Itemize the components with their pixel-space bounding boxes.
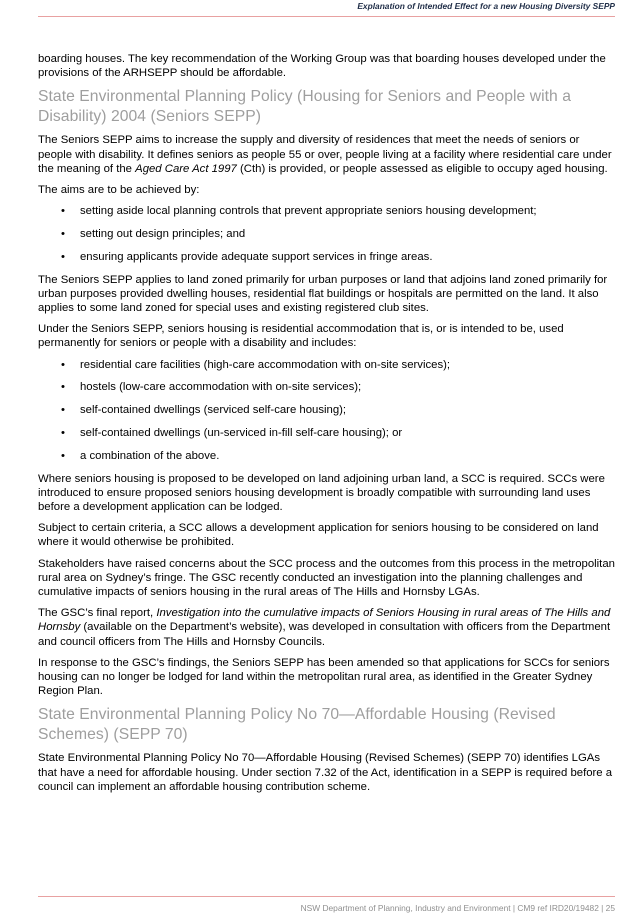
includes-list <box>38 358 616 463</box>
gsc-report-paragraph: The GSC’s final report, Investigation into the cumulative impacts of Seniors Housing in rural areas of The Hills and Hornsby (available on the Department’s website), was developed in consultation with officers from the Department and council officers from The Hills and Hornsby Councils. <box>38 607 611 648</box>
list-item: • residential care facilities (high-care accommodation with on-site services); <box>38 358 616 372</box>
list-item: • ensuring applicants provide adequate support services in fringe areas. <box>38 250 616 264</box>
criteria-paragraph: Subject to certain criteria, a SCC allows a development application for seniors housing to be considered on land where it would otherwise be prohibited. <box>38 522 599 549</box>
aims-achieved-paragraph: The aims are to be achieved by: <box>38 184 200 197</box>
page-footer <box>38 896 615 921</box>
list-item: • a combination of the above. <box>38 449 616 463</box>
page-header <box>38 0 615 17</box>
aims-paragraph: The Seniors SEPP aims to increase the supply and diversity of residences that meet the needs of seniors or people with disability. It defines seniors as people 55 or over, people living at a facility where residential care under the meaning of the Aged Care Act 1997 (Cth) is provided, or people assessed as eligible to occupy aged housing. <box>38 134 612 175</box>
list-item: • self-contained dwellings (serviced self-care housing); <box>38 403 616 417</box>
seniors-sepp-heading: State Environmental Planning Policy (Housing for Seniors and People with a Disability) 2004 (Seniors SEPP) <box>38 88 572 125</box>
aged-care-act-title: Aged Care Act 1997 <box>135 162 237 175</box>
list-item: • self-contained dwellings (un-serviced in-fill self-care housing); or <box>38 426 616 440</box>
intro-paragraph: boarding houses. The key recommendation of the Working Group was that boarding houses developed under the provisions of the ARHSEPP should be affordable. <box>38 53 606 80</box>
sepp70-heading: State Environmental Planning Policy No 70—Affordable Housing (Revised Schemes) (SEPP 70) <box>38 706 556 743</box>
document-body <box>38 52 616 801</box>
sepp70-paragraph: State Environmental Planning Policy No 70—Affordable Housing (Revised Schemes) (SEPP 70) identifies LGAs that have a need for affordable housing. Under section 7.32 of the Act, identification in a SEPP is required before a council can implement an affordable housing contribution scheme. <box>38 752 613 793</box>
list-item: • setting out design principles; and <box>38 227 616 241</box>
applies-paragraph: The Seniors SEPP applies to land zoned primarily for urban purposes or land that adjoins land zoned primarily for urban purposes provided dwelling houses, residential flat buildings or hospitals are permitted on the land. It also applies to some land zoned for special uses and existing registered club sites. <box>38 273 608 315</box>
aims-list <box>38 204 616 264</box>
response-paragraph: In response to the GSC’s findings, the Seniors SEPP has been amended so that applications for SCCs for seniors housing can no longer be lodged for land within the metropolitan rural area, as identified in the Greater Sydney Region Plan. <box>38 656 610 698</box>
list-item: • setting aside local planning controls that prevent appropriate seniors housing development; <box>38 204 616 218</box>
seniors-housing-definition-paragraph: Under the Seniors SEPP, seniors housing is residential accommodation that is, or is intended to be, used permanently for seniors or people with a disability and includes: <box>38 323 564 350</box>
stakeholders-paragraph: Stakeholders have raised concerns about the SCC process and the outcomes from this process in the metropolitan rural area on Sydney’s fringe. The GSC recently conducted an investigation into the planning challenges and cumulative impacts of seniors housing in the rural areas of The Hills and Hornsby LGAs. <box>38 557 615 599</box>
gsc-report-title: Investigation into the cumulative impacts of Seniors Housing in rural areas of The Hills and Hornsby <box>38 607 611 634</box>
header-title: Explanation of Intended Effect for a new Housing Diversity SEPP <box>357 1 615 11</box>
footer-text: NSW Department of Planning, Industry and Environment | CM9 ref IRD20/19482 | 25 <box>300 903 615 913</box>
list-item: • hostels (low-care accommodation with on-site services); <box>38 380 616 394</box>
scc-paragraph: Where seniors housing is proposed to be developed on land adjoining urban land, a SCC is required. SCCs were introduced to ensure proposed seniors housing development is broadly compatible with surrounding land uses before a development application can be lodged. <box>38 472 605 514</box>
